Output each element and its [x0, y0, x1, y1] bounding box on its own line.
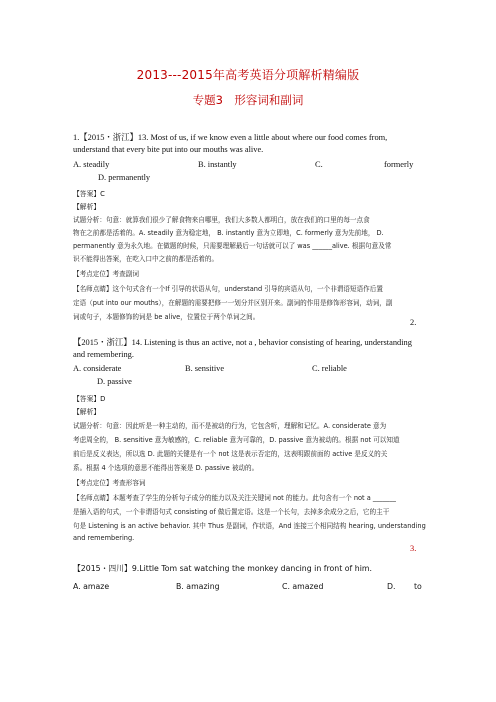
q1-option-d: D. permanently [98, 173, 151, 182]
q2-note-line-4: and remembering. [73, 534, 135, 542]
q2-analysis-label: 【解析】 [73, 408, 101, 416]
q2-point: 【考点定位】考查形容词 [73, 479, 146, 487]
q2-analysis-line-3: 前后是反义表达，所以选 D. 此题的关键是有一个 not 这是表示否定的，这表明跟前面的 active 是反义的关 [73, 450, 388, 458]
q1-option-a: A. steadily [73, 160, 110, 169]
q2-option-a: A. considerate [73, 364, 122, 373]
q2-stem-line-2: and remembering. [73, 350, 134, 359]
q2-note-line-2: 是插入语的句式，一个非谓语句式 consisting of 做后置定语。这是一个长句，去掉多余成分之后，它的主干 [73, 508, 390, 516]
q2-number: 2. [410, 318, 417, 327]
q2-analysis-line-2: 考虑周全的， B. sensitive 意为敏感的，C. reliable 意为可靠的，D. passive 意为被动的。根据 not 可以知道 [73, 436, 400, 444]
q2-option-b: B. sensitive [185, 364, 225, 373]
q1-answer: 【答案】C [73, 190, 105, 198]
q2-option-d: D. passive [97, 377, 132, 386]
q3-option-c: C. amazed [282, 582, 324, 591]
q1-analysis-label: 【解析】 [73, 203, 101, 211]
q1-analysis-line-3: permanently 意为永久地。在做题的时候，只需要理解最后一句话就可以了 was ______alive. 根据句意及常 [73, 242, 392, 250]
q3-stem-line-1: 【2015・四川】9.Little Tom sat watching the monkey dancing in front of him. [73, 564, 372, 573]
q1-option-c-word: formerly [384, 160, 414, 169]
q3-option-b: B. amazing [176, 582, 220, 591]
q1-note-line-3: 词或句子，本题修饰的词是 be alive，位置位于两个单词之间。 [73, 313, 260, 321]
q3-option-d-word: to [414, 582, 422, 591]
q1-option-b: B. instantly [198, 160, 237, 169]
q1-analysis-line-1: 试题分析：句意：就算我们很少了解食物来自哪里，我们大多数人都明白，放在我们的口里的每一点食 [73, 216, 370, 224]
q2-stem-line-1: 【2015・浙江】14. Listening is thus an active, not a , behavior consisting of hearing, understanding [73, 338, 412, 347]
q1-option-c: C. [315, 160, 323, 169]
q2-answer: 【答案】D [73, 395, 106, 403]
q1-analysis-line-2: 物在之前都是活着的。A. steadily 意为稳定地， B. instantly 意为立即地，C. formerly 意为先前地， D. [73, 229, 384, 237]
q1-note-line-1: 【名师点睛】这个句式含有一个If 引导的状语从句，understand 引导的宾语从句，一个非谓语短语作后置 [73, 285, 383, 293]
document-subtitle: 专题3 形容词和副词 [192, 93, 304, 107]
q3-option-a: A. amaze [73, 582, 110, 591]
q3-number: 3. [410, 544, 417, 553]
q1-note-line-2: 定语（put into our mouths），在解题的需要把修一一划分并区别开来。副词的作用是修饰形容词，动词，副 [73, 299, 393, 307]
q2-note-line-1: 【名师点睛】本题考查了学生的分析句子成分的能力以及关注关键词 not 的能力。此句含有一个 not a _______ [73, 494, 396, 502]
q2-analysis-line-1: 试题分析：句意：因此听是一种主动的，而不是被动的行为，它包含听，理解和记忆。A. considerate 意为 [73, 422, 387, 430]
q2-analysis-line-4: 系。根据 4 个选项的意思不能得出答案是 D. passive 被动的。 [73, 464, 259, 472]
q1-stem-line-2: understand that every bite put into our mouths was alive. [73, 145, 264, 154]
q3-option-d: D. [387, 582, 396, 591]
q1-point: 【考点定位】考查副词 [73, 270, 139, 278]
q2-option-c: C. reliable [312, 364, 347, 373]
document-title: 2013---2015年高考英语分项解析精编版 [136, 68, 360, 82]
q2-note-line-3: 句是 Listening is an active behavior. 其中 Thus 是副词，作状语，And 连接三个相同结构 hearing, understanding [73, 522, 426, 530]
q1-analysis-line-4: 识不能得出答案，在吃入口中之前的都是活着的。 [73, 255, 219, 263]
q1-stem-line-1: 1.【2015・浙江】13. Most of us, if we know even a little about where our food comes from, [73, 133, 388, 142]
